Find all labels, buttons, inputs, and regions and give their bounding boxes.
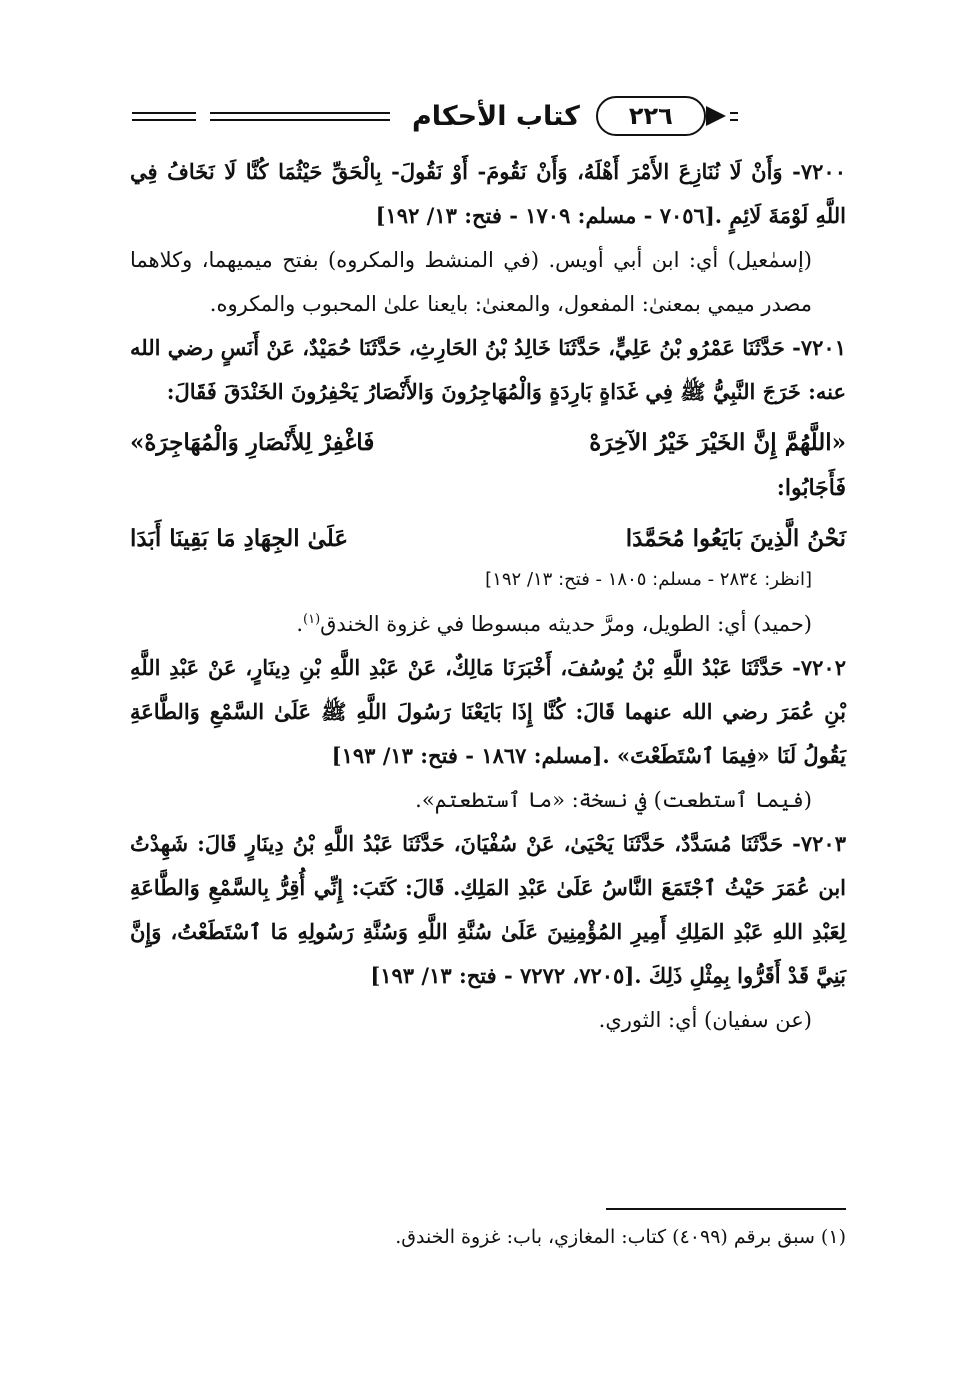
header-rule-left bbox=[132, 112, 196, 121]
poem-verse-2 bbox=[130, 516, 846, 562]
hadith-7202: ٧٢٠٢- حَدَّثَنَا عَبْدُ اللَّهِ بْنُ يُوسُفَ، أَخْبَرَنَا مَالِكٌ، عَنْ عَبْدِ اللَّهِ بْنِ دِينَارٍ، عَنْ عَبْدِ اللَّهِ بْنِ عُمَرَ رضي الله عنهما قَالَ: كُنَّا إِذَا بَايَعْنَا رَسُولَ اللَّهِ ﷺ عَلَىٰ السَّمْعِ وَالطَّاعَةِ يَقُولُ لَنَا «فِيمَا ٱسْتَطَعْتَ» .[مسلم: ١٨٦٧ - فتح: ١٣/ ١٩٣] bbox=[130, 655, 846, 768]
hadith-7203: ٧٢٠٣- حَدَّثَنَا مُسَدَّدٌ، حَدَّثَنَا يَحْيَىٰ، عَنْ سُفْيَانَ، حَدَّثَنَا عَبْدُ اللَّهِ بْنُ دِينَارٍ قَالَ: شَهِدْتُ ابن عُمَرَ حَيْثُ ٱجْتَمَعَ النَّاسُ عَلَىٰ عَبْدِ المَلِكِ. قَالَ: كَتَبَ: إِنِّي أُقِرُّ بِالسَّمْعِ وَالطَّاعَةِ لِعَبْدِ اللهِ عَبْدِ المَلِكِ أَمِيرِ المُؤْمِنِينَ عَلَىٰ سُنَّةِ اللَّهِ وَسُنَّةِ رَسُولِهِ مَا ٱسْتَطَعْتُ، وَإِنَّ بَنِيَّ قَدْ أَقَرُّوا بِمِثْلِ ذَلِكَ .[٧٢٠٥، ٧٢٧٢ - فتح: ١٣/ ١٩٣] bbox=[130, 831, 846, 988]
hadith-7200: ٧٢٠٠- وَأَنْ لَا نُنَازِعَ الأَمْرَ أَهْلَهُ، وَأَنْ نَقُومَ- أَوْ نَقُولَ- بِالْحَقِّ حَيْثُمَا كُنَّا لَا نَخَافُ فِي اللَّهِ لَوْمَةَ لَائِمٍ .[٧٠٥٦ - مسلم: ١٧٠٩ - فتح: ١٣/ ١٩٢] bbox=[130, 159, 846, 228]
running-header bbox=[130, 88, 846, 144]
commentary-7202: (فيما ٱستطعت) في نسخة: «ما ٱستطعتم». bbox=[415, 788, 812, 812]
page-content bbox=[130, 88, 846, 1248]
reply-line: فَأَجَابُوا: bbox=[776, 475, 846, 501]
commentary-7201-end: . bbox=[296, 612, 303, 636]
chapter-title: كتاب الأحكام bbox=[412, 100, 580, 132]
verse-1-second-hemistich: فَاغْفِرْ لِلأَنْصَارِ وَالْمُهَاجِرَهْ» bbox=[130, 429, 375, 456]
page-number-badge bbox=[596, 96, 706, 136]
commentary-7200: (إسمٰعيل) أي: ابن أبي أويس. (في المنشط والمكروه) بفتح ميميهما، وكلاهما مصدر ميمي بمعنىٰ: المفعول، والمعنىٰ: بايعنا علىٰ المحبوب والمكروه. bbox=[130, 248, 812, 316]
verse-1-first-hemistich: «اللَّهُمَّ إِنَّ الخَيْرَ خَيْرُ الآخِرَهْ bbox=[589, 429, 846, 456]
footnote-1: (١) سبق برقم (٤٠٩٩) كتاب: المغازي، باب: غزوة الخندق. bbox=[395, 1226, 846, 1248]
header-rule-middle bbox=[210, 112, 390, 121]
verse-2-second-hemistich: عَلَىٰ الجِهَادِ مَا بَقِينَا أَبَدَا bbox=[130, 525, 349, 552]
footnote-separator bbox=[606, 1208, 846, 1210]
poem-verse-1 bbox=[130, 420, 846, 466]
verse-2-first-hemistich: نَحْنُ الَّذِينَ بَايَعُوا مُحَمَّدَا bbox=[625, 525, 846, 552]
page-number: ٢٢٦ bbox=[628, 102, 673, 130]
commentary-7201 bbox=[130, 598, 846, 646]
commentary-7203: (عن سفيان) أي: الثوري. bbox=[598, 1008, 812, 1032]
hadith-7201: ٧٢٠١- حَدَّثَنَا عَمْرُو بْنُ عَلِيٍّ، حَدَّثَنَا خَالِدُ بْنُ الحَارِثِ، حَدَّثَنَا حُمَيْدٌ، عَنْ أَنَسٍ رضي الله عنه: خَرَجَ النَّبِيُّ ﷺ فِي غَدَاةٍ بَارِدَةٍ وَالْمُهَاجِرُونَ وَالأَنْصَارُ يَحْفِرُونَ الخَنْدَقَ فَقَالَ: bbox=[130, 335, 846, 404]
commentary-7201-text: (حميد) أي: الطويل، ومرَّ حديثه مبسوطا في غزوة الخندق bbox=[320, 612, 812, 636]
header-rule-right bbox=[730, 112, 738, 121]
footnote-marker: (١) bbox=[303, 612, 321, 627]
source-reference-7201: [انظر: ٢٨٣٤ - مسلم: ١٨٠٥ - فتح: ١٣/ ١٩٢] bbox=[485, 569, 812, 590]
